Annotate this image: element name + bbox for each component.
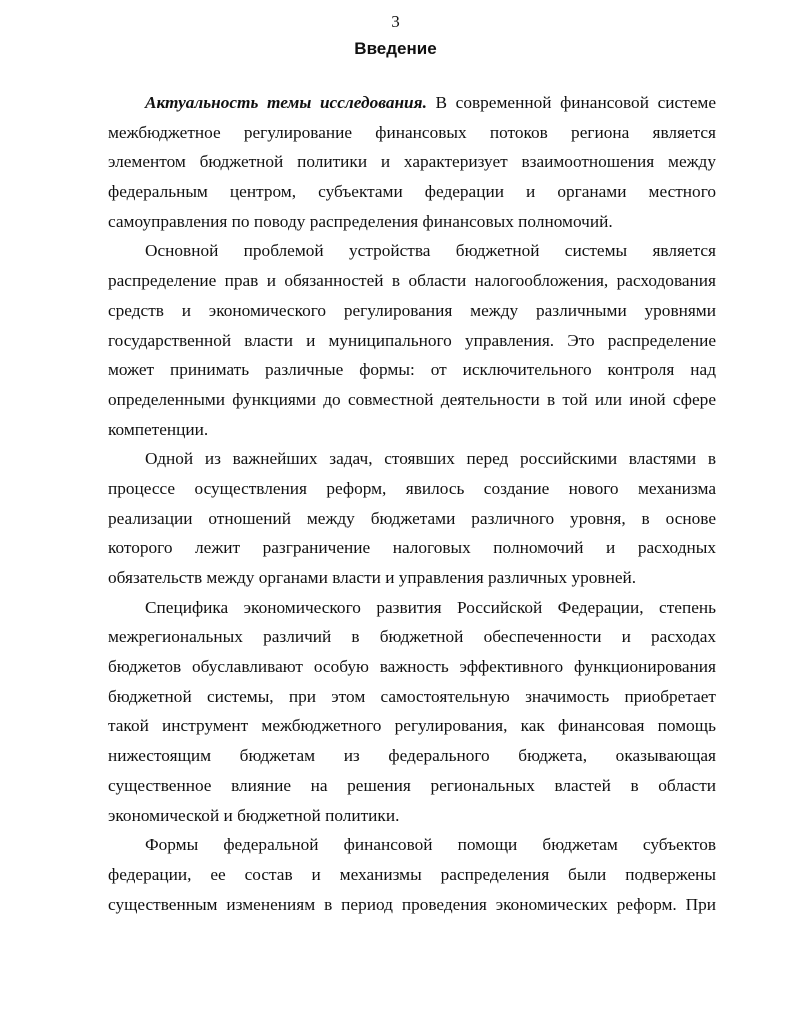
relevance-lead: Актуальность темы исследования.	[145, 93, 427, 112]
text-line: существенное влияние на решения региональных властей в области	[108, 775, 716, 795]
paragraph-assistance-forms	[108, 830, 716, 919]
document-body	[108, 88, 716, 919]
text-line: может принимать различные формы: от исключительного контроля над	[108, 360, 716, 380]
text-line: Актуальность темы исследования. В современной финансовой системе	[145, 93, 716, 112]
page-number: 3	[391, 12, 400, 31]
text-line: Основной проблемой устройства бюджетной системы является	[145, 241, 716, 261]
paragraph-main-problem	[108, 236, 716, 444]
text-line: такой инструмент межбюджетного регулирования, как финансовая помощь	[108, 716, 716, 736]
text-line: реализации отношений между бюджетами различного уровня, в основе	[108, 508, 716, 528]
text-line: государственной власти и муниципального управления. Это распределение	[108, 330, 716, 350]
text-line: экономической и бюджетной политики.	[108, 805, 400, 825]
text-line: элементом бюджетной политики и характеризует взаимоотношения между	[108, 152, 716, 172]
text-line: Формы федеральной финансовой помощи бюджетам субъектов	[145, 835, 716, 855]
text-line: распределение прав и обязанностей в области налогообложения, расходования	[108, 271, 716, 291]
text-line: нижестоящим бюджетам из федерального бюджета, оказывающая	[108, 746, 716, 766]
text-line: бюджетов обуславливают особую важность эффективного функционирования	[108, 657, 716, 677]
paragraph-specifics	[108, 593, 716, 831]
text-line: существенным изменениям в период проведения экономических реформ. При	[108, 894, 716, 914]
page-title: Введение	[354, 39, 437, 58]
text-line: компетенции.	[108, 419, 209, 439]
text-line: межбюджетное регулирование финансовых потоков региона является	[108, 122, 716, 142]
text-line: средств и экономического регулирования между различными уровнями	[108, 300, 716, 320]
text-line: процессе осуществления реформ, явилось создание нового механизма	[108, 478, 716, 498]
text-line: определенными функциями до совместной деятельности в той или иной сфере	[108, 389, 716, 409]
text-line: Специфика экономического развития Российской Федерации, степень	[145, 597, 716, 617]
text-line: Одной из важнейших задач, стоявших перед российскими властями в	[145, 449, 716, 469]
text-line: самоуправления по поводу распределения финансовых полномочий.	[108, 211, 613, 231]
text-line: федерации, ее состав и механизмы распределения были подвержены	[108, 864, 716, 884]
text-line: бюджетной системы, при этом самостоятельную значимость приобретает	[108, 686, 716, 706]
text-line: обязательств между органами власти и управления различных уровней.	[108, 568, 637, 587]
text-line: межрегиональных различий в бюджетной обеспеченности и расходах	[108, 627, 716, 647]
text-line: федеральным центром, субъектами федерации и органами местного	[108, 182, 716, 202]
text-line: которого лежит разграничение налоговых полномочий и расходных	[108, 538, 716, 558]
paragraph-relevance	[108, 88, 716, 236]
paragraph-key-task	[108, 444, 716, 592]
